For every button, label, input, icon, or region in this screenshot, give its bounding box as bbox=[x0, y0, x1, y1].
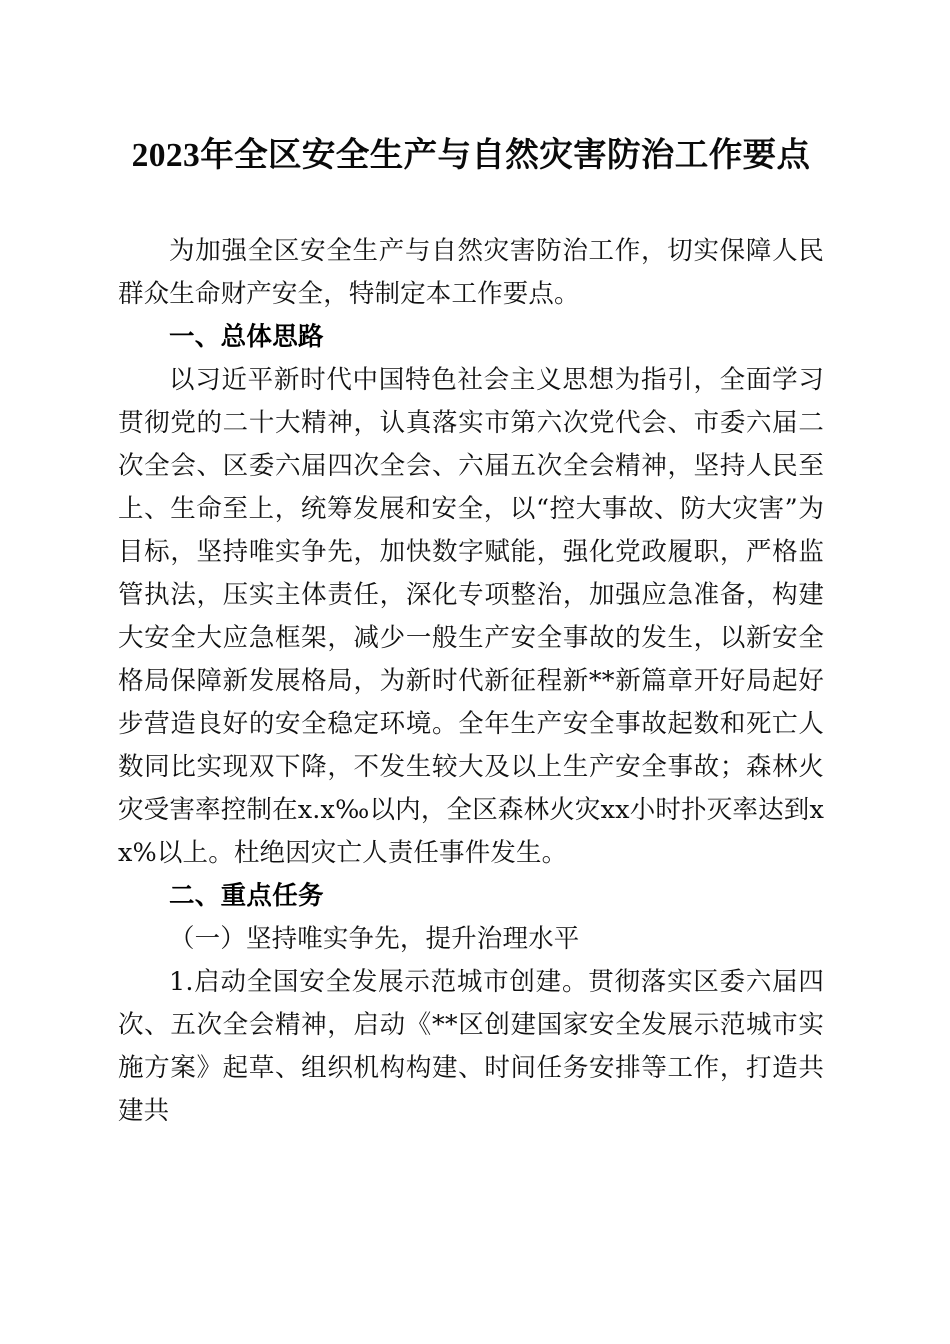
page-title: 2023年全区安全生产与自然灾害防治工作要点 bbox=[131, 137, 811, 174]
section-heading-overall-approach: 一、总体思路 bbox=[169, 323, 324, 351]
preamble-paragraph: 为加强全区安全生产与自然灾害防治工作，切实保障人民群众生命财产安全，特制定本工作要点。 bbox=[118, 236, 824, 309]
document-body bbox=[118, 0, 824, 1133]
task-item-1-paragraph: 1.启动全国安全发展示范城市创建。贯彻落实区委六届四次、五次全会精神，启动《**区创建国家安全发展示范城市实施方案》起草、组织机构构建、时间任务安排等工作，打造共建共 bbox=[118, 967, 824, 1126]
subsection-heading-governance-level: （一）坚持唯实争先，提升治理水平 bbox=[169, 924, 580, 954]
overall-approach-paragraph: 以习近平新时代中国特色社会主义思想为指引，全面学习贯彻党的二十大精神，认真落实市第六次党代会、市委六届二次全会、区委六届四次全会、六届五次全会精神，坚持人民至上、生命至上，统筹发展和安全，以“控大事故、防大灾害”为目标，坚持唯实争先，加快数字赋能，强化党政履职，严格监管执法，压实主体责任，深化专项整治，加强应急准备，构建大安全大应急框架，减少一般生产安全事故的发生，以新安全格局保障新发展格局，为新时代新征程新**新篇章开好局起好步营造良好的安全稳定环境。全年生产安全事故起数和死亡人数同比实现双下降，不发生较大及以上生产安全事故；森林火灾受害率控制在x.x‰以内，全区森林火灾xx小时扑灭率达到xx%以上。杜绝因灾亡人责任事件发生。 bbox=[118, 365, 824, 868]
section-heading-key-tasks: 二、重点任务 bbox=[169, 882, 324, 910]
